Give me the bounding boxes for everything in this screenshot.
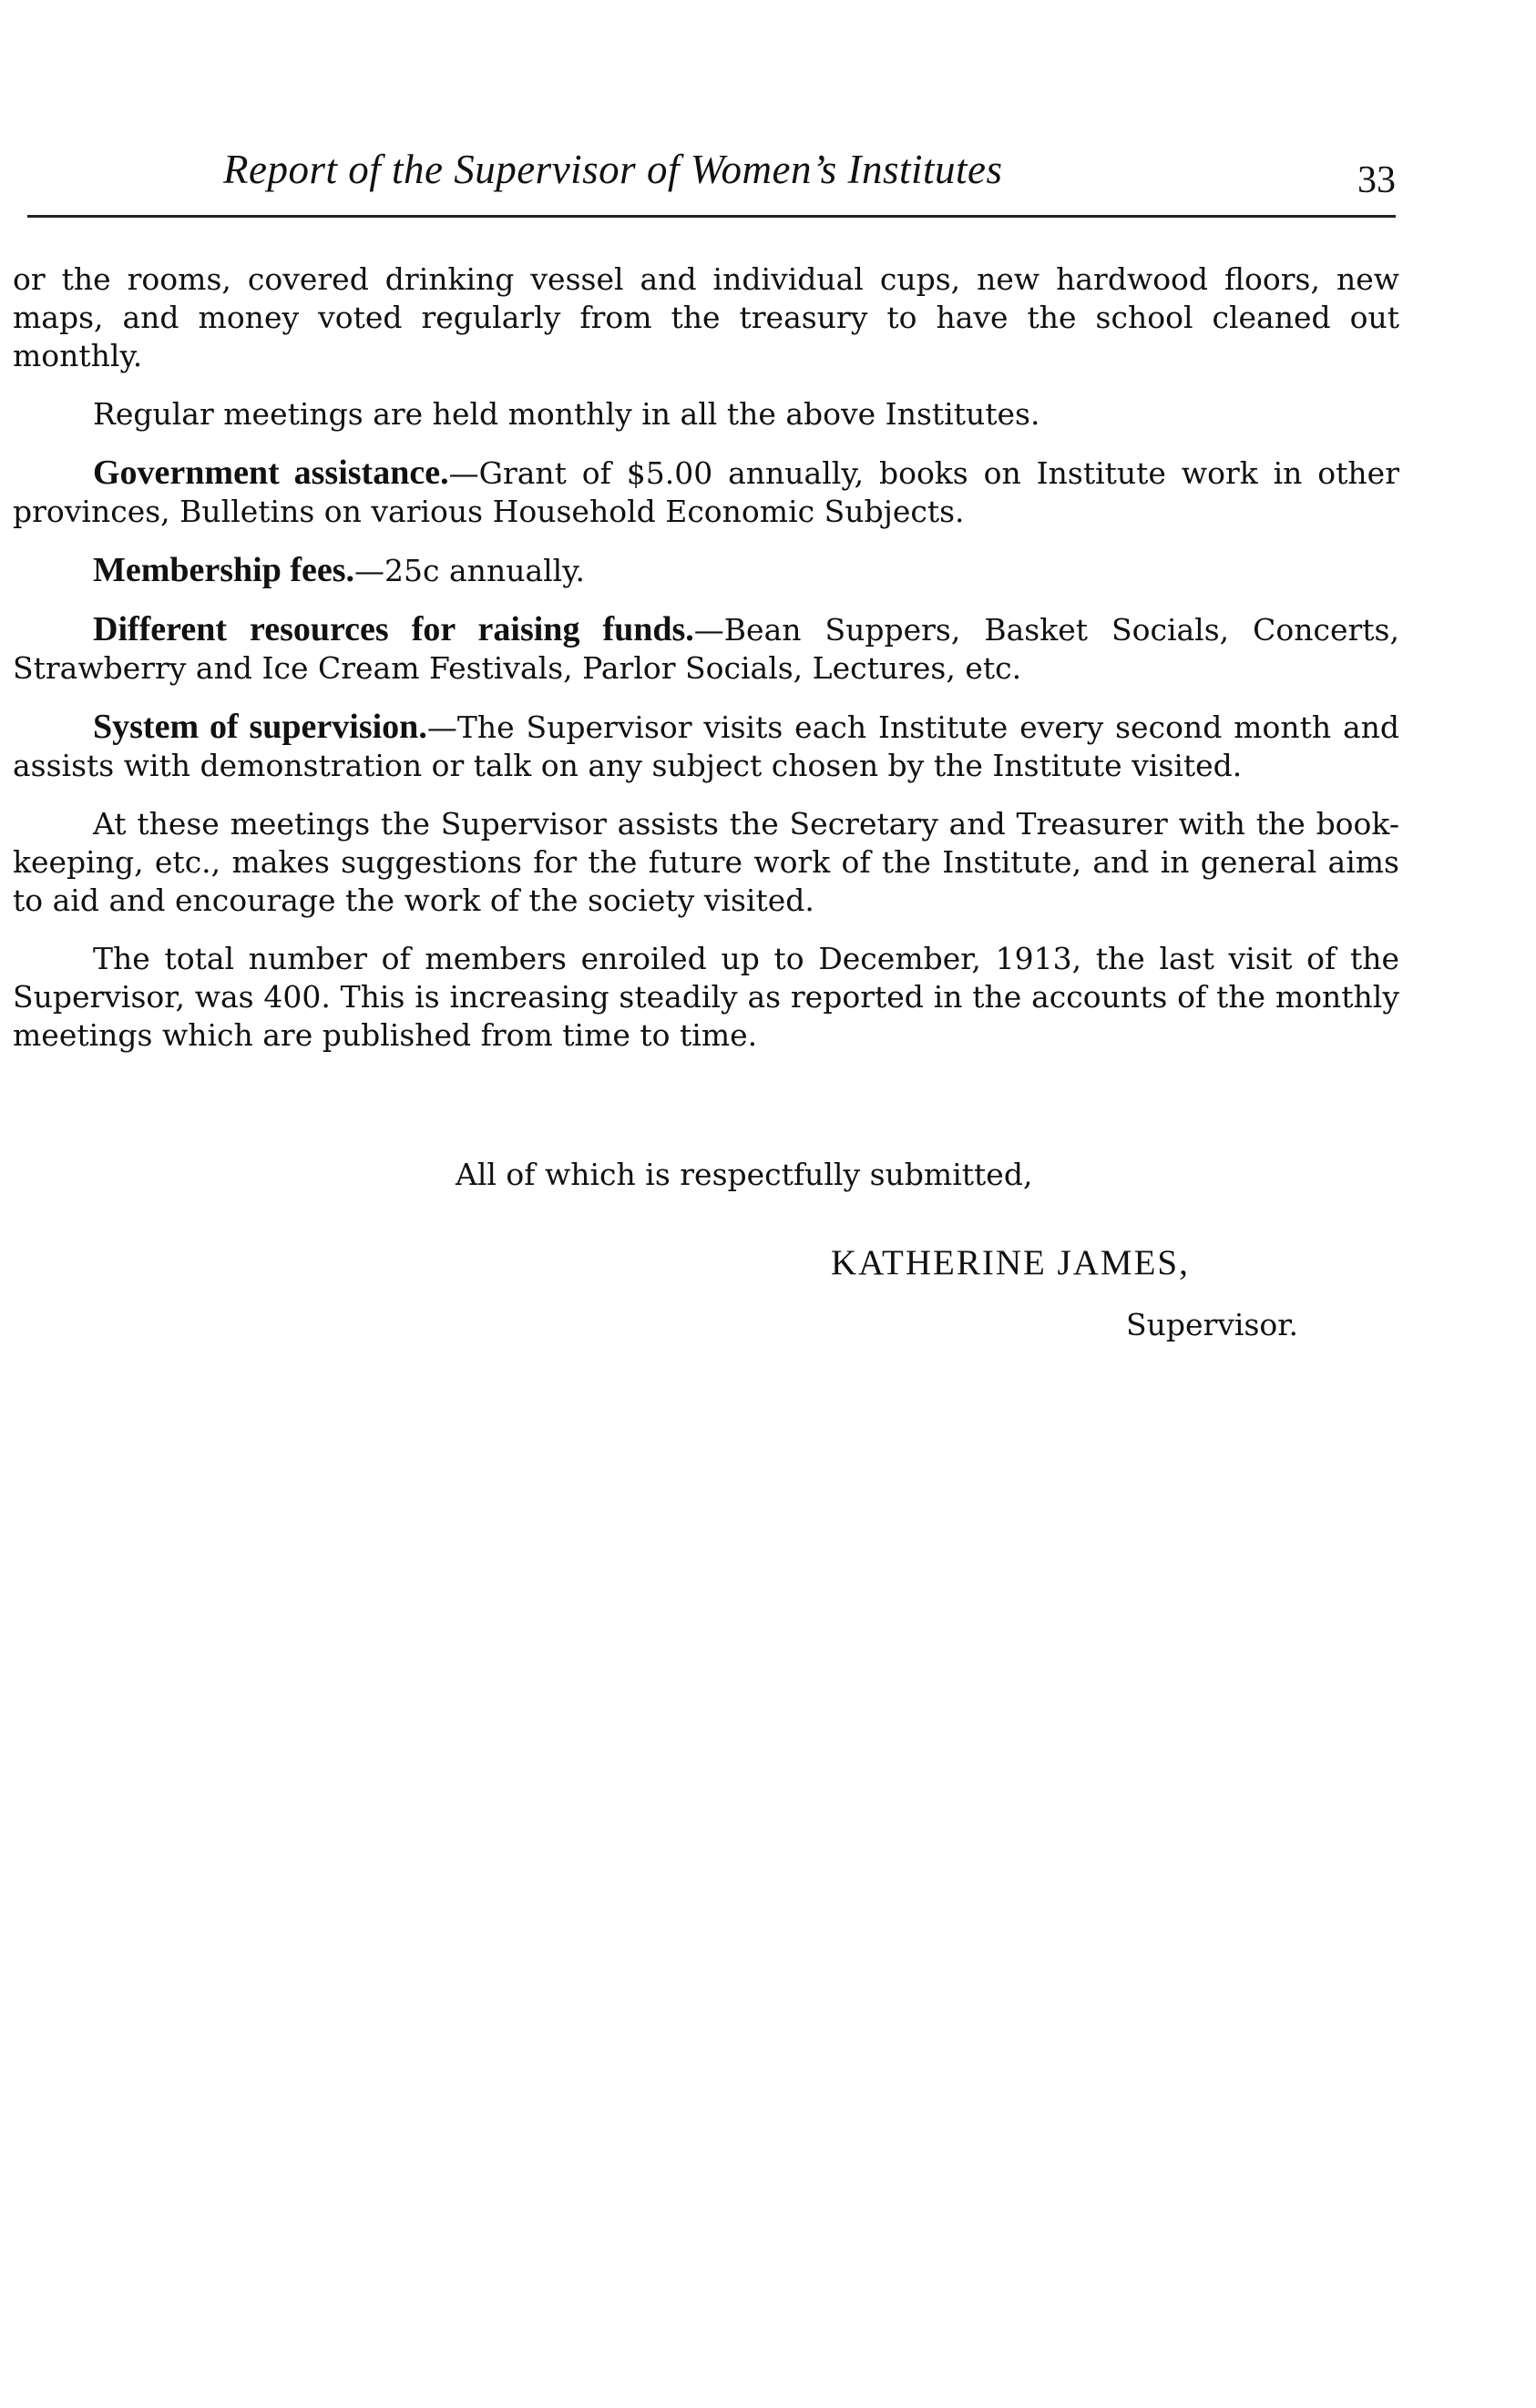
paragraph-government-assistance [13,454,1399,531]
signature-title: Supervisor. [1126,1307,1298,1342]
paragraph-meetings-assistance [13,805,1399,920]
page-number: 33 [1357,159,1396,201]
run-in-heading: Membership fees. [93,551,355,589]
paragraph-text: —The Supervisor visits each Institute every second month and assists with demonstration or talk on any subject chosen by the Institute visited. [13,709,1400,783]
closing-line: All of which is respectfully submitted, [456,1157,1033,1192]
run-in-heading: System of supervision. [93,708,427,746]
body-text [13,260,1399,1075]
paragraph-text: —25c annually. [354,553,585,588]
paragraph-text: The total number of members enroiled up to December, 1913, the last visit of the Supervisor, was 400. This is increasing steadily as reported in the accounts of the monthly meetings which are published from time to time. [13,941,1399,1053]
signature-name: KATHERINE JAMES, [831,1243,1190,1282]
paragraph-membership-total [13,940,1399,1055]
run-in-heading: Government assistance. [93,454,449,492]
paragraph-text: Regular meetings are held monthly in all the above Institutes. [93,396,1040,432]
paragraph-system-of-supervision [13,708,1399,785]
paragraph-raising-funds [13,610,1399,688]
paragraph-continuation [13,260,1399,375]
paragraph-membership-fees [13,551,1399,590]
paragraph-text: —Bean Suppers, Basket Socials, Concerts, Strawberry and Ice Cream Festivals, Parlor Socials, Lectures, etc. [13,612,1399,686]
paragraph-text: At these meetings the Supervisor assists the Secretary and Treasurer with the book-keeping, etc., makes suggestions for the future work of the Institute, and in general aims to aid and encourage the work of the society visited. [13,806,1399,918]
run-in-heading: Different resources for raising funds. [93,610,694,648]
running-header [27,137,1396,218]
paragraph-regular-meetings [13,395,1399,434]
paragraph-text: —Grant of $5.00 annually, books on Institute work in other provinces, Bulletins on various Household Economic Subjects. [13,455,1399,529]
running-header-title: Report of the Supervisor of Women’s Institutes [223,147,1003,192]
paragraph-text: or the rooms, covered drinking vessel and individual cups, new hardwood floors, new maps, and money voted regularly from the treasury to have the school cleaned out monthly. [13,261,1399,373]
